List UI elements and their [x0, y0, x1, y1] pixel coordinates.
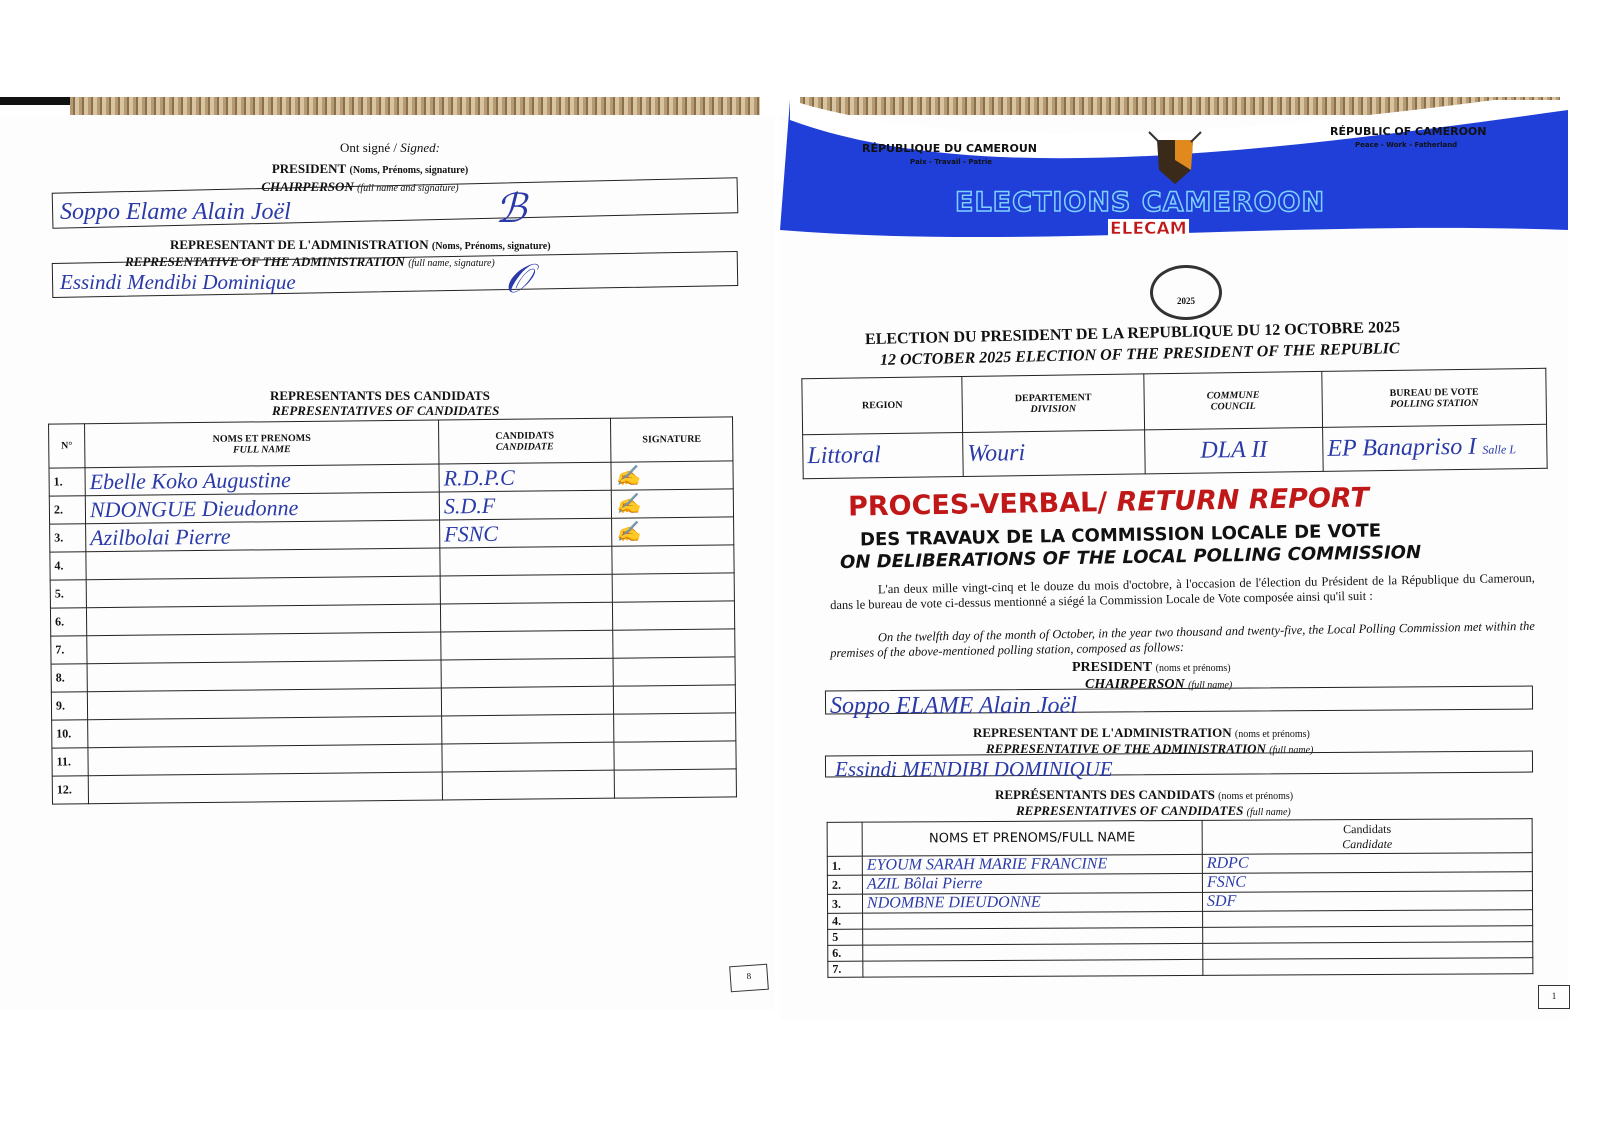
- rep-candidate[interactable]: [440, 546, 612, 576]
- left-reps-table: N° NOMS ET PRENOMS FULL NAME CANDIDATS CANDIDATE SIGNATURE 1. Ebelle Koko Augustine R.D.P.C ✍ 2. NDONGUE Dieudonne S.D.F ✍ 3. Azilbolai Pierre FSNC ✍ 4. 5. 6. 7. 8. 9. 10. 11. 12.: [48, 416, 737, 804]
- rep-candidate[interactable]: [441, 630, 613, 660]
- elecam-short: ELECAM: [1110, 219, 1187, 239]
- republic-fr: RÉPUBLIQUE DU CAMEROUN: [862, 142, 1037, 155]
- table-row: [52, 769, 736, 804]
- pv-subtitle-fr: DES TRAVAUX DE LA COMMISSION LOCALE DE VOTE: [859, 520, 1382, 551]
- region-value[interactable]: Littoral: [803, 432, 964, 478]
- row-number: 10.: [52, 720, 88, 748]
- row-number: 3.: [50, 524, 86, 552]
- intro-paragraph-fr: L'an deux mille vingt-cinq et le douze du mois d'octobre, à l'occasion de l'élection du Président de la République du Cameroun, dans le bureau de vote ci-dessus mentionné a siégé la Commission Locale de Vote composée ainsi qu'il suit :: [830, 570, 1535, 613]
- president-signature: ℬ: [495, 186, 527, 231]
- table-row: [828, 958, 1533, 978]
- president-name: Soppo Elame Alain Joël: [60, 199, 291, 225]
- chairperson-label: CHAIRPERSON: [261, 179, 354, 194]
- polling-station-value[interactable]: EP Banapriso I Salle L: [1323, 424, 1548, 471]
- rep-name[interactable]: [86, 548, 440, 580]
- rep-name[interactable]: [863, 959, 1203, 977]
- rep-candidate[interactable]: [442, 770, 614, 800]
- rep-candidate[interactable]: R.D.P.C: [439, 462, 611, 492]
- rep-name[interactable]: Azilbolai Pierre: [86, 520, 440, 552]
- rep-candidate[interactable]: [441, 686, 613, 716]
- admin-label-en: REPRESENTATIVE OF THE ADMINISTRATION: [125, 254, 405, 269]
- row-number: 11.: [52, 748, 88, 776]
- signature-cell[interactable]: [612, 601, 734, 630]
- signature-cell[interactable]: [613, 685, 735, 714]
- rep-name[interactable]: [86, 604, 440, 636]
- elecam-seal: 2025: [1150, 265, 1222, 320]
- signature-cell[interactable]: [613, 629, 735, 658]
- row-number: 3.: [827, 894, 862, 913]
- row-number: 2.: [827, 875, 862, 894]
- row-number: 6.: [50, 608, 86, 636]
- admin-label-en: REPRESENTATIVE OF THE ADMINISTRATION: [986, 741, 1266, 756]
- president-label: PRESIDENT: [271, 161, 347, 176]
- location-table: REGION DEPARTEMENT DIVISION COMMUNE COUNCIL BUREAU DE VOTE POLLING STATION Littoral Wouri DLA II EP Banapriso I Salle L: [801, 368, 1547, 479]
- coat-of-arms-icon: [1145, 130, 1205, 188]
- rep-name[interactable]: AZIL Bôlai Pierre: [862, 873, 1202, 894]
- republic-en: RÉPUBLIC OF CAMEROON: [1330, 125, 1487, 138]
- rep-name[interactable]: [863, 943, 1203, 961]
- admin-name: Essindi MENDIBI DOMINIQUE: [835, 757, 1113, 781]
- row-number: 5: [828, 929, 863, 945]
- reps-label-en: REPRESENTATIVES OF CANDIDATES: [272, 403, 500, 418]
- rep-candidate[interactable]: [1203, 910, 1533, 928]
- row-number: 7.: [828, 961, 863, 977]
- right-reps-table: NOMS ET PRENOMS/FULL NAME Candidats Candidate 1. EYOUM SARAH MARIE FRANCINE RDPC 2. AZIL Bôlai Pierre FSNC 3. NDOMBNE DIEUDONNE SDF 4. 5 6. 7.: [827, 818, 1534, 978]
- rep-name[interactable]: NDONGUE Dieudonne: [85, 492, 439, 524]
- rep-candidate[interactable]: [441, 658, 613, 688]
- admin-label-fr: REPRESENTANT DE L'ADMINISTRATION: [973, 725, 1232, 740]
- signed-label: Ont signé /: [339, 140, 401, 155]
- rep-name[interactable]: Ebelle Koko Augustine: [85, 464, 439, 496]
- president-label: PRESIDENT: [1072, 660, 1153, 675]
- row-number: 8.: [51, 664, 87, 692]
- signature-cell[interactable]: ✍: [611, 489, 733, 518]
- admin-label-fr: REPRESENTANT DE L'ADMINISTRATION: [170, 237, 429, 252]
- election-title-fr: ELECTION DU PRESIDENT DE LA REPUBLIQUE DU 12 OCTOBRE 2025: [864, 318, 1401, 349]
- president-name: Soppo ELAME Alain Joël: [830, 693, 1077, 719]
- rep-name[interactable]: [87, 632, 441, 664]
- signature-cell[interactable]: [614, 713, 736, 742]
- rep-candidate[interactable]: [440, 602, 612, 632]
- signature-cell[interactable]: [614, 741, 736, 770]
- page-number: 8: [729, 964, 769, 993]
- row-number: 4.: [50, 552, 86, 580]
- rep-candidate[interactable]: [442, 714, 614, 744]
- signature-cell[interactable]: [614, 769, 736, 798]
- election-title-en: 12 OCTOBER 2025 ELECTION OF THE PRESIDENT OF THE REPUBLIC: [879, 340, 1400, 369]
- row-number: 5.: [50, 580, 86, 608]
- dark-edge: [0, 97, 70, 105]
- rep-candidate[interactable]: FSNC: [1202, 872, 1532, 893]
- council-value[interactable]: DLA II: [1145, 427, 1324, 473]
- row-number: 2.: [49, 496, 85, 524]
- reps-label-fr: REPRÉSENTANTS DES CANDIDATS: [995, 787, 1215, 802]
- rep-candidate[interactable]: [440, 574, 612, 604]
- rep-name[interactable]: [86, 576, 440, 608]
- page-number: 1: [1538, 985, 1570, 1009]
- signature-cell[interactable]: ✍: [611, 461, 733, 490]
- rep-candidate[interactable]: RDPC: [1202, 853, 1532, 874]
- rep-candidate[interactable]: [1203, 942, 1533, 960]
- rep-candidate[interactable]: SDF: [1202, 891, 1532, 912]
- rep-candidate[interactable]: [1203, 958, 1533, 976]
- row-number: 4.: [828, 913, 863, 929]
- rep-candidate[interactable]: [442, 742, 614, 772]
- rep-candidate[interactable]: S.D.F: [439, 490, 611, 520]
- right-page: RÉPUBLIQUE DU CAMEROUN Paix - Travail - Patrie RÉPUBLIC OF CAMEROON Peace - Work - Fatherland ELECTIONS CAMEROON ELECAM 2025 ELECTION DU PRESIDENT DE LA REPUBLIQUE DU 12 OCTOBRE 2025 12 OCTOBER 2025 ELECTION OF THE PRESIDENT OF THE REPUBLIC REGION DEPARTEMENT DIVISION COMMUNE COUNCIL BUREAU DE VOTE POLLING STATION Littoral Wouri DLA II EP Banapriso I Salle L PROCES-VERBAL/ RETURN REPORT DES TRAVAUX DE LA COMMISSION LOCALE DE VOTE ON DELIBERATIONS OF THE LOCAL POLLING COMMISSION L'an deux mille vingt-cinq et le douze du mois d'octobre, à l'occasion de l'élection du Président de la République du Cameroun, dans le bureau de vote ci-dessus mentionné a siégé la Commission Locale de Vote composée ainsi qu'il suit : On the twelfth day of the month of October, in the year two thousand and twenty-five, the Local Polling Commission met within the premises of the above-mentioned polling station, composed as follows: PRESIDENT (noms et prénoms) CHAIRPERSON (full name) Soppo ELAME Alain Joël REPRESENTANT DE L'ADMINISTRATION (noms et prénoms) REPRESENTATIVE OF THE ADMINISTRATION (full name) Essindi MENDIBI DOMINIQUE REPRÉSENTANTS DES CANDIDATS (noms et prénoms) REPRESENTATIVES OF CANDIDATES (full name) NOMS ET PRENOMS/FULL NAME Candidats Candidate 1. EYOUM SARAH MARIE FRANCINE RDPC 2. AZIL Bôlai Pierre FSNC 3. NDOMBNE DIEUDONNE SDF 4. 5 6. 7. 1: [780, 115, 1568, 1020]
- reps-label-en: REPRESENTATIVES OF CANDIDATES: [1016, 803, 1244, 818]
- pv-title: PROCES-VERBAL/ RETURN REPORT: [847, 482, 1370, 523]
- row-number: 1.: [827, 856, 862, 875]
- pv-subtitle-en: ON DELIBERATIONS OF THE LOCAL POLLING COMMISSION: [839, 541, 1422, 574]
- rep-name[interactable]: EYOUM SARAH MARIE FRANCINE: [862, 854, 1202, 875]
- rep-name[interactable]: [87, 688, 441, 720]
- left-page: Ont signé / Signed: PRESIDENT (Noms, Prénoms, signature) CHAIRPERSON (full name and signature) Soppo Elame Alain Joël ℬ REPRESENTANT DE L'ADMINISTRATION (Noms, Prénoms, signature) REPRESENTATIVE OF THE ADMINISTRATION (full name, signature) Essindi Mendibi Dominique 𝒪 REPRESENTANTS DES CANDIDATS REPRESENTATIVES OF CANDIDATES N° NOMS ET PRENOMS FULL NAME CANDIDATS CANDIDATE SIGNATURE 1. Ebelle Koko Augustine R.D.P.C ✍ 2. NDONGUE Dieudonne S.D.F ✍ 3. Azilbolai Pierre FSNC ✍ 4. 5. 6. 7. 8. 9. 10. 11. 12. 8: [0, 115, 775, 1010]
- intro-paragraph-en: On the twelfth day of the month of October, in the year two thousand and twenty-five, the Local Polling Commission met within the premises of the above-mentioned polling station, composed as follows:: [830, 618, 1535, 661]
- row-number: 12.: [52, 776, 88, 804]
- elecam-brand: ELECTIONS CAMEROON: [955, 187, 1326, 218]
- rep-name[interactable]: NDOMBNE DIEUDONNE: [862, 892, 1202, 913]
- rep-name[interactable]: [88, 772, 442, 804]
- admin-signature: 𝒪: [505, 256, 531, 301]
- rep-candidate[interactable]: [1203, 926, 1533, 944]
- rep-name[interactable]: [863, 927, 1203, 945]
- division-value[interactable]: Wouri: [963, 430, 1146, 477]
- admin-name: Essindi Mendibi Dominique: [60, 270, 296, 294]
- row-number: 7.: [51, 636, 87, 664]
- rep-candidate[interactable]: FSNC: [440, 518, 612, 548]
- signature-cell[interactable]: [612, 545, 734, 574]
- wood-background: [70, 97, 760, 117]
- rep-name[interactable]: [88, 716, 442, 748]
- rep-name[interactable]: [88, 744, 442, 776]
- row-number: 6.: [828, 945, 863, 961]
- signature-cell[interactable]: ✍: [612, 517, 734, 546]
- reps-label-fr: REPRESENTANTS DES CANDIDATS: [270, 388, 490, 403]
- rep-name[interactable]: [87, 660, 441, 692]
- signature-cell[interactable]: [613, 657, 735, 686]
- signature-cell[interactable]: [612, 573, 734, 602]
- row-number: 1.: [49, 468, 85, 496]
- rep-name[interactable]: [863, 911, 1203, 929]
- chairperson-label: CHAIRPERSON: [1085, 677, 1185, 692]
- row-number: 9.: [51, 692, 87, 720]
